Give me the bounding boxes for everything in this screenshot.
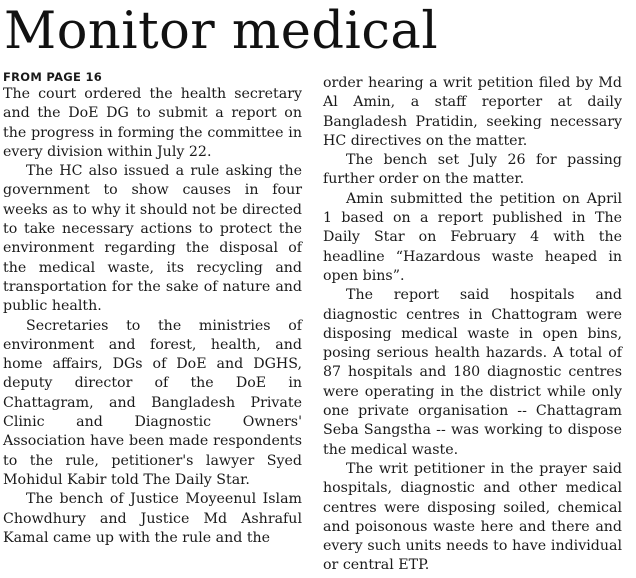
paragraph: The bench of Justice Moyeenul Islam Chowdhury and Justice Md Ashraful Kamal came up with the rule and the: [3, 491, 302, 546]
paragraph: The writ petitioner in the prayer said hospitals, diagnostic and other medical centres were disposing soiled, chemical and poisonous waste here and there and every such units needs to have individual or central ETP.: [323, 460, 622, 574]
right-column: [323, 74, 622, 576]
paragraph: Secretaries to the ministries of environment and forest, health, and home affairs, DGs of DoE and DGHS, deputy director of the DoE in Chattagram, and Bangladesh Private Clinic and Diagnostic Owners' Association have been made respondents to the rule, petitioner's lawyer Syed Mohidul Kabir told The Daily Star.: [3, 317, 302, 488]
paragraph: order hearing a writ petition filed by Md Al Amin, a staff reporter at daily Bangladesh Pratidin, seeking necessary HC directives on the matter.: [323, 75, 622, 149]
jump-kicker: FROM PAGE 16: [3, 70, 103, 84]
paragraph: The court ordered the health secretary and the DoE DG to submit a report on the progress in forming the committee in every division within July 22.: [3, 86, 302, 160]
paragraph: Amin submitted the petition on April 1 based on a report published in The Daily Star on February 4 with the headline “Hazardous waste heaped in open bins”.: [323, 190, 622, 284]
left-column: [3, 70, 302, 548]
paragraph: The HC also issued a rule asking the government to show causes in four weeks as to why it should not be directed to take necessary actions to protect the environment regarding the disposal of the medical waste, its recycling and transportation for the sake of nature and public health.: [3, 163, 302, 315]
paragraph: The report said hospitals and diagnostic centres in Chattogram were disposing medical waste in open bins, posing serious health hazards. A total of 87 hospitals and 180 diagnostic centres were operating in the district while only one private organisation -- Chattagram Seba Sangstha -- was working to dispose the medical waste.: [323, 287, 622, 458]
paragraph: The bench set July 26 for passing further order on the matter.: [323, 152, 622, 188]
headline: Monitor medical: [4, 2, 439, 61]
